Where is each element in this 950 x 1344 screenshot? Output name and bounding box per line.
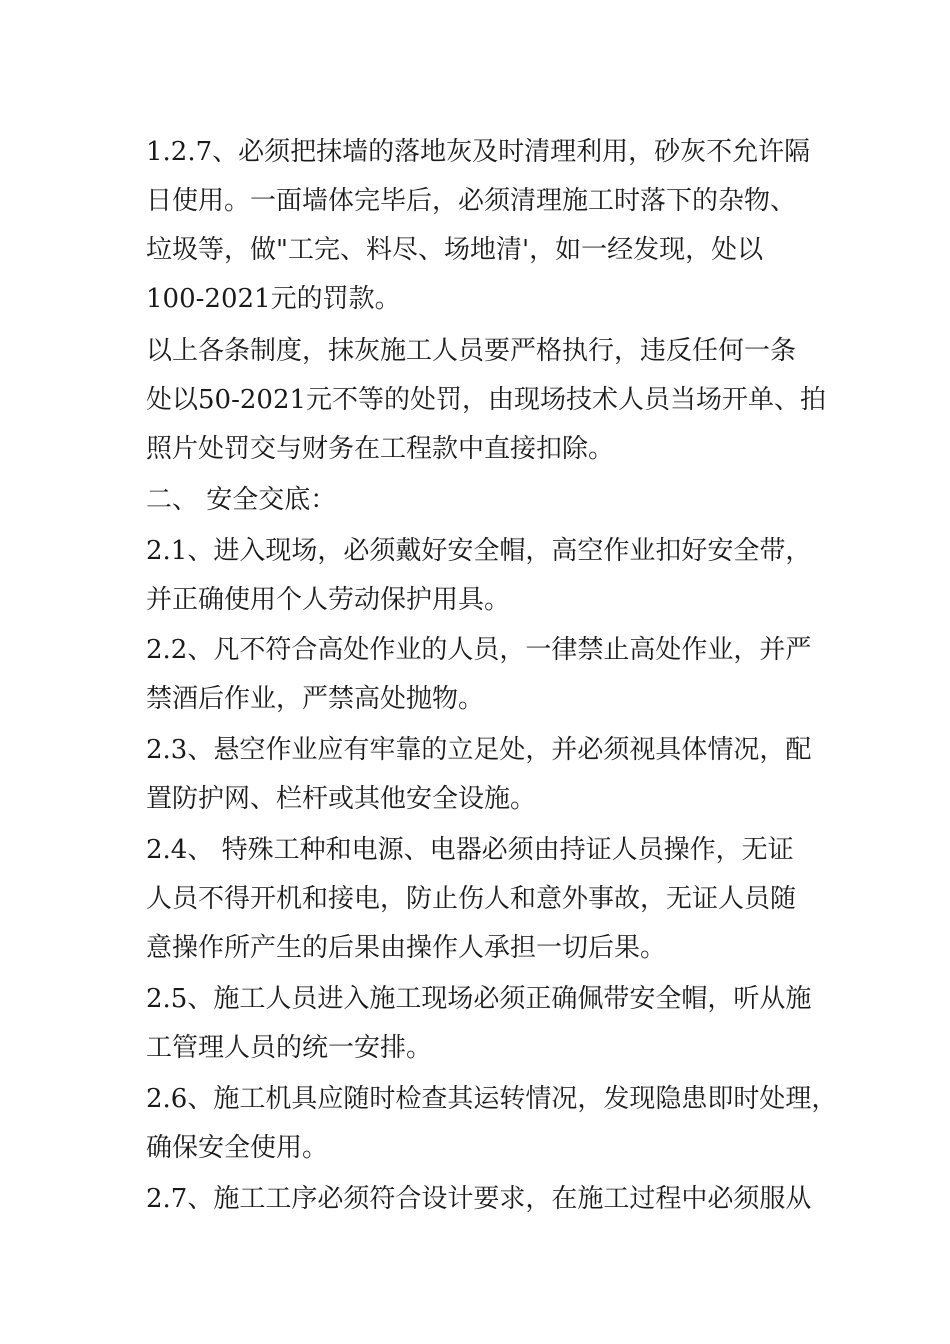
text-line: 工管理人员的统一安排。: [146, 1033, 433, 1063]
text-line: 日使用。一面墙体完毕后，必须清理施工时落下的杂物、: [146, 186, 797, 216]
text-line: 照片处罚交与财务在工程款中直接扣除。: [146, 434, 615, 464]
text-line: 人员不得开机和接电，防止伤人和意外事故，无证人员随: [146, 884, 797, 914]
text-line: 以上各条制度，抹灰施工人员要严格执行，违反任何一条: [146, 336, 797, 366]
text-line: 意操作所产生的后果由操作人承担一切后果。: [146, 933, 667, 963]
text-line: 2.3、悬空作业应有牢靠的立足处，并必须视具体情况，配: [146, 735, 812, 765]
text-line: 100-2021元的罚款。: [146, 284, 401, 314]
text-line: 2.2、凡不符合高处作业的人员，一律禁止高处作业，并严: [146, 635, 812, 665]
section-heading: 二、 安全交底：: [146, 485, 337, 515]
text-line: 2.7、施工工序必须符合设计要求，在施工过程中必须服从: [146, 1184, 812, 1214]
text-line: 2.5、施工人员进入施工现场必须正确佩带安全帽，听从施: [146, 984, 812, 1014]
text-line: 垃圾等，做"工完、料尽、场地清'，如一经发现，处以: [146, 235, 764, 265]
text-line: 置防护网、栏杆或其他安全设施。: [146, 784, 537, 814]
text-line: 处以50-2021元不等的处罚，由现场技术人员当场开单、拍: [146, 385, 827, 415]
text-line: 2.4、 特殊工种和电源、电器必须由持证人员操作，无证: [146, 835, 794, 865]
text-line: 禁酒后作业，严禁高处抛物。: [146, 684, 485, 714]
text-line: 确保安全使用。: [146, 1133, 329, 1163]
text-line: 2.6、施工机具应随时检查其运转情况，发现隐患即时处理，: [146, 1084, 838, 1114]
text-line: 并正确使用个人劳动保护用具。: [146, 585, 511, 615]
text-line: 1.2.7、必须把抹墙的落地灰及时清理利用，砂灰不允许隔: [146, 137, 811, 167]
text-line: 2.1、进入现场，必须戴好安全帽，高空作业扣好安全带，: [146, 536, 812, 566]
